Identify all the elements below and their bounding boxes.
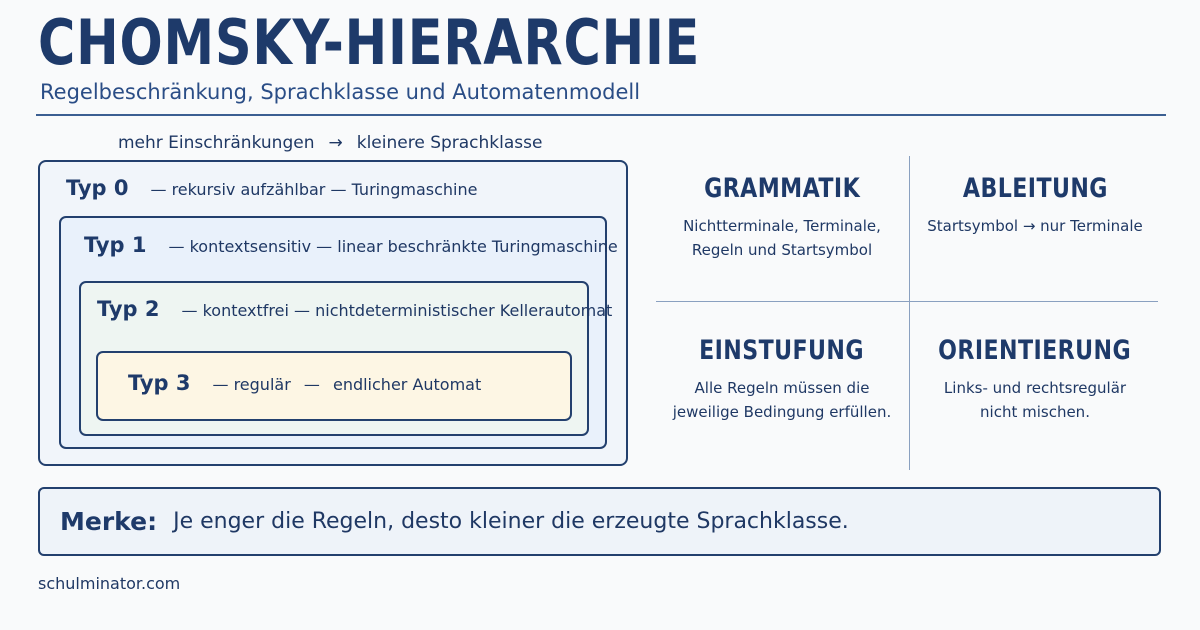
- typ-0-class: rekursiv aufzählbar: [171, 180, 326, 199]
- typ-1-label: Typ 1: [84, 233, 147, 257]
- concept-line: Startsymbol → nur Terminale: [927, 217, 1143, 235]
- dash: —: [212, 375, 229, 394]
- concept-heading: GRAMMATIK: [703, 173, 861, 204]
- note-left-text: mehr Einschränkungen: [118, 133, 315, 153]
- typ-2-class: kontextfrei: [202, 301, 289, 320]
- note-right-text: kleinere Sprachklasse: [356, 133, 543, 153]
- concept-grammatik: [657, 173, 907, 262]
- dash: —: [168, 237, 185, 256]
- dash: —: [150, 180, 167, 199]
- concept-line: Nichtterminale, Terminale,: [683, 217, 881, 235]
- dash: —: [181, 301, 198, 320]
- typ-0-automaton: Turingmaschine: [351, 180, 478, 199]
- concept-heading: EINSTUFUNG: [699, 335, 865, 366]
- footer-source: schulminator.com: [38, 574, 181, 593]
- typ-2-row: [97, 297, 612, 321]
- concept-description: [657, 376, 907, 424]
- merke-callout: [38, 487, 1161, 556]
- restriction-direction-note: [118, 133, 542, 153]
- page-subtitle: Regelbeschränkung, Sprachklasse und Automatenmodell: [40, 80, 641, 104]
- merke-text: Je enger die Regeln, desto kleiner die erzeugte Sprachklasse.: [173, 509, 849, 534]
- typ-2-label: Typ 2: [97, 297, 160, 321]
- typ-1-row: [84, 233, 618, 257]
- dash: —: [303, 375, 320, 394]
- concept-einstufung: [657, 335, 907, 424]
- concept-heading: ORIENTIERUNG: [938, 335, 1132, 366]
- concept-line: Links- und rechtsregulär: [943, 379, 1127, 397]
- typ-3-row: [128, 371, 481, 395]
- merke-label: Merke:: [60, 507, 158, 536]
- typ-3-label: Typ 3: [128, 371, 191, 395]
- grid-horizontal-divider: [656, 301, 1158, 302]
- concept-line: Regeln und Startsymbol: [691, 241, 873, 259]
- dash: —: [330, 180, 347, 199]
- concept-description: [657, 214, 907, 262]
- header-divider: [36, 114, 1166, 116]
- typ-2-automaton: nichtdeterministischer Kellerautomat: [315, 301, 613, 320]
- concept-description: [910, 214, 1160, 238]
- typ-0-label: Typ 0: [66, 176, 129, 200]
- typ-0-row: [66, 176, 477, 200]
- dash: —: [294, 301, 311, 320]
- right-arrow-icon: →: [328, 133, 343, 153]
- typ-3-class: regulär: [233, 375, 291, 394]
- typ-3-automaton: endlicher Automat: [332, 375, 482, 394]
- page-title: CHOMSKY-HIERARCHIE: [38, 6, 701, 79]
- concept-line: Alle Regeln müssen die: [694, 379, 870, 397]
- typ-1-automaton: linear beschränkte Turingmaschine: [337, 237, 618, 256]
- concept-ableitung: [910, 173, 1160, 238]
- concept-line: nicht mischen.: [980, 403, 1090, 421]
- concept-orientierung: [910, 335, 1160, 424]
- concept-description: [910, 376, 1160, 424]
- concept-heading: ABLEITUNG: [962, 173, 1108, 204]
- dash: —: [316, 237, 333, 256]
- concept-line: jeweilige Bedingung erfüllen.: [672, 403, 892, 421]
- typ-1-class: kontextsensitiv: [189, 237, 312, 256]
